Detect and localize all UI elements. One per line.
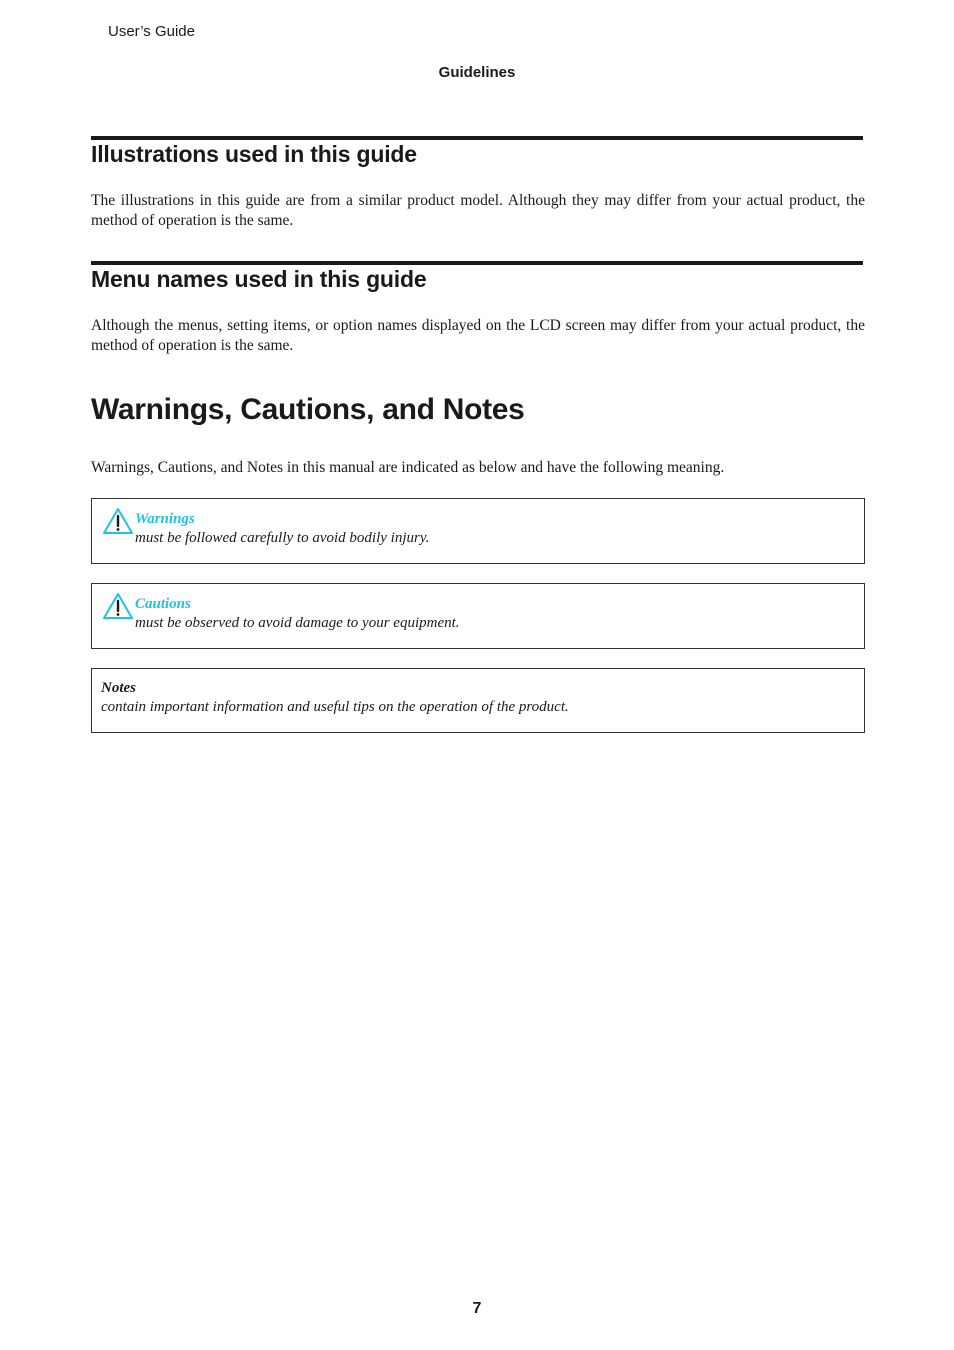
- page-number: 7: [472, 1300, 482, 1317]
- menu-names-heading: Menu names used in this guide: [91, 266, 427, 292]
- warning-label: Warnings: [135, 511, 195, 527]
- note-label: Notes: [101, 680, 136, 696]
- running-title: User’s Guide: [108, 23, 195, 40]
- warning-text: must be followed carefully to avoid bodily injury.: [135, 530, 430, 546]
- note-text: contain important information and useful tips on the operation of the product.: [101, 699, 569, 715]
- menu-names-paragraph: Although the menus, setting items, or option names displayed on the LCD screen may differ from your actual product, the method of operation is the same.: [91, 317, 865, 354]
- caution-label: Cautions: [135, 596, 191, 612]
- warnings-cautions-notes-heading: Warnings, Cautions, and Notes: [91, 393, 525, 426]
- section-title: Guidelines: [438, 64, 516, 81]
- caution-notice-box: [91, 583, 865, 649]
- warning-triangle-icon: [102, 592, 134, 620]
- illustrations-paragraph: The illustrations in this guide are from a similar product model. Although they may differ from your actual product, the method of operation is the same.: [91, 192, 865, 229]
- warning-notice-box: [91, 498, 865, 564]
- warnings-intro-paragraph: Warnings, Cautions, and Notes in this manual are indicated as below and have the following meaning.: [91, 459, 725, 476]
- note-notice-box: [91, 668, 865, 733]
- heading-rule: [91, 261, 863, 265]
- heading-rule: [91, 136, 863, 140]
- caution-text: must be observed to avoid damage to your equipment.: [135, 615, 460, 631]
- illustrations-heading: Illustrations used in this guide: [91, 141, 417, 167]
- warning-triangle-icon: [102, 507, 134, 535]
